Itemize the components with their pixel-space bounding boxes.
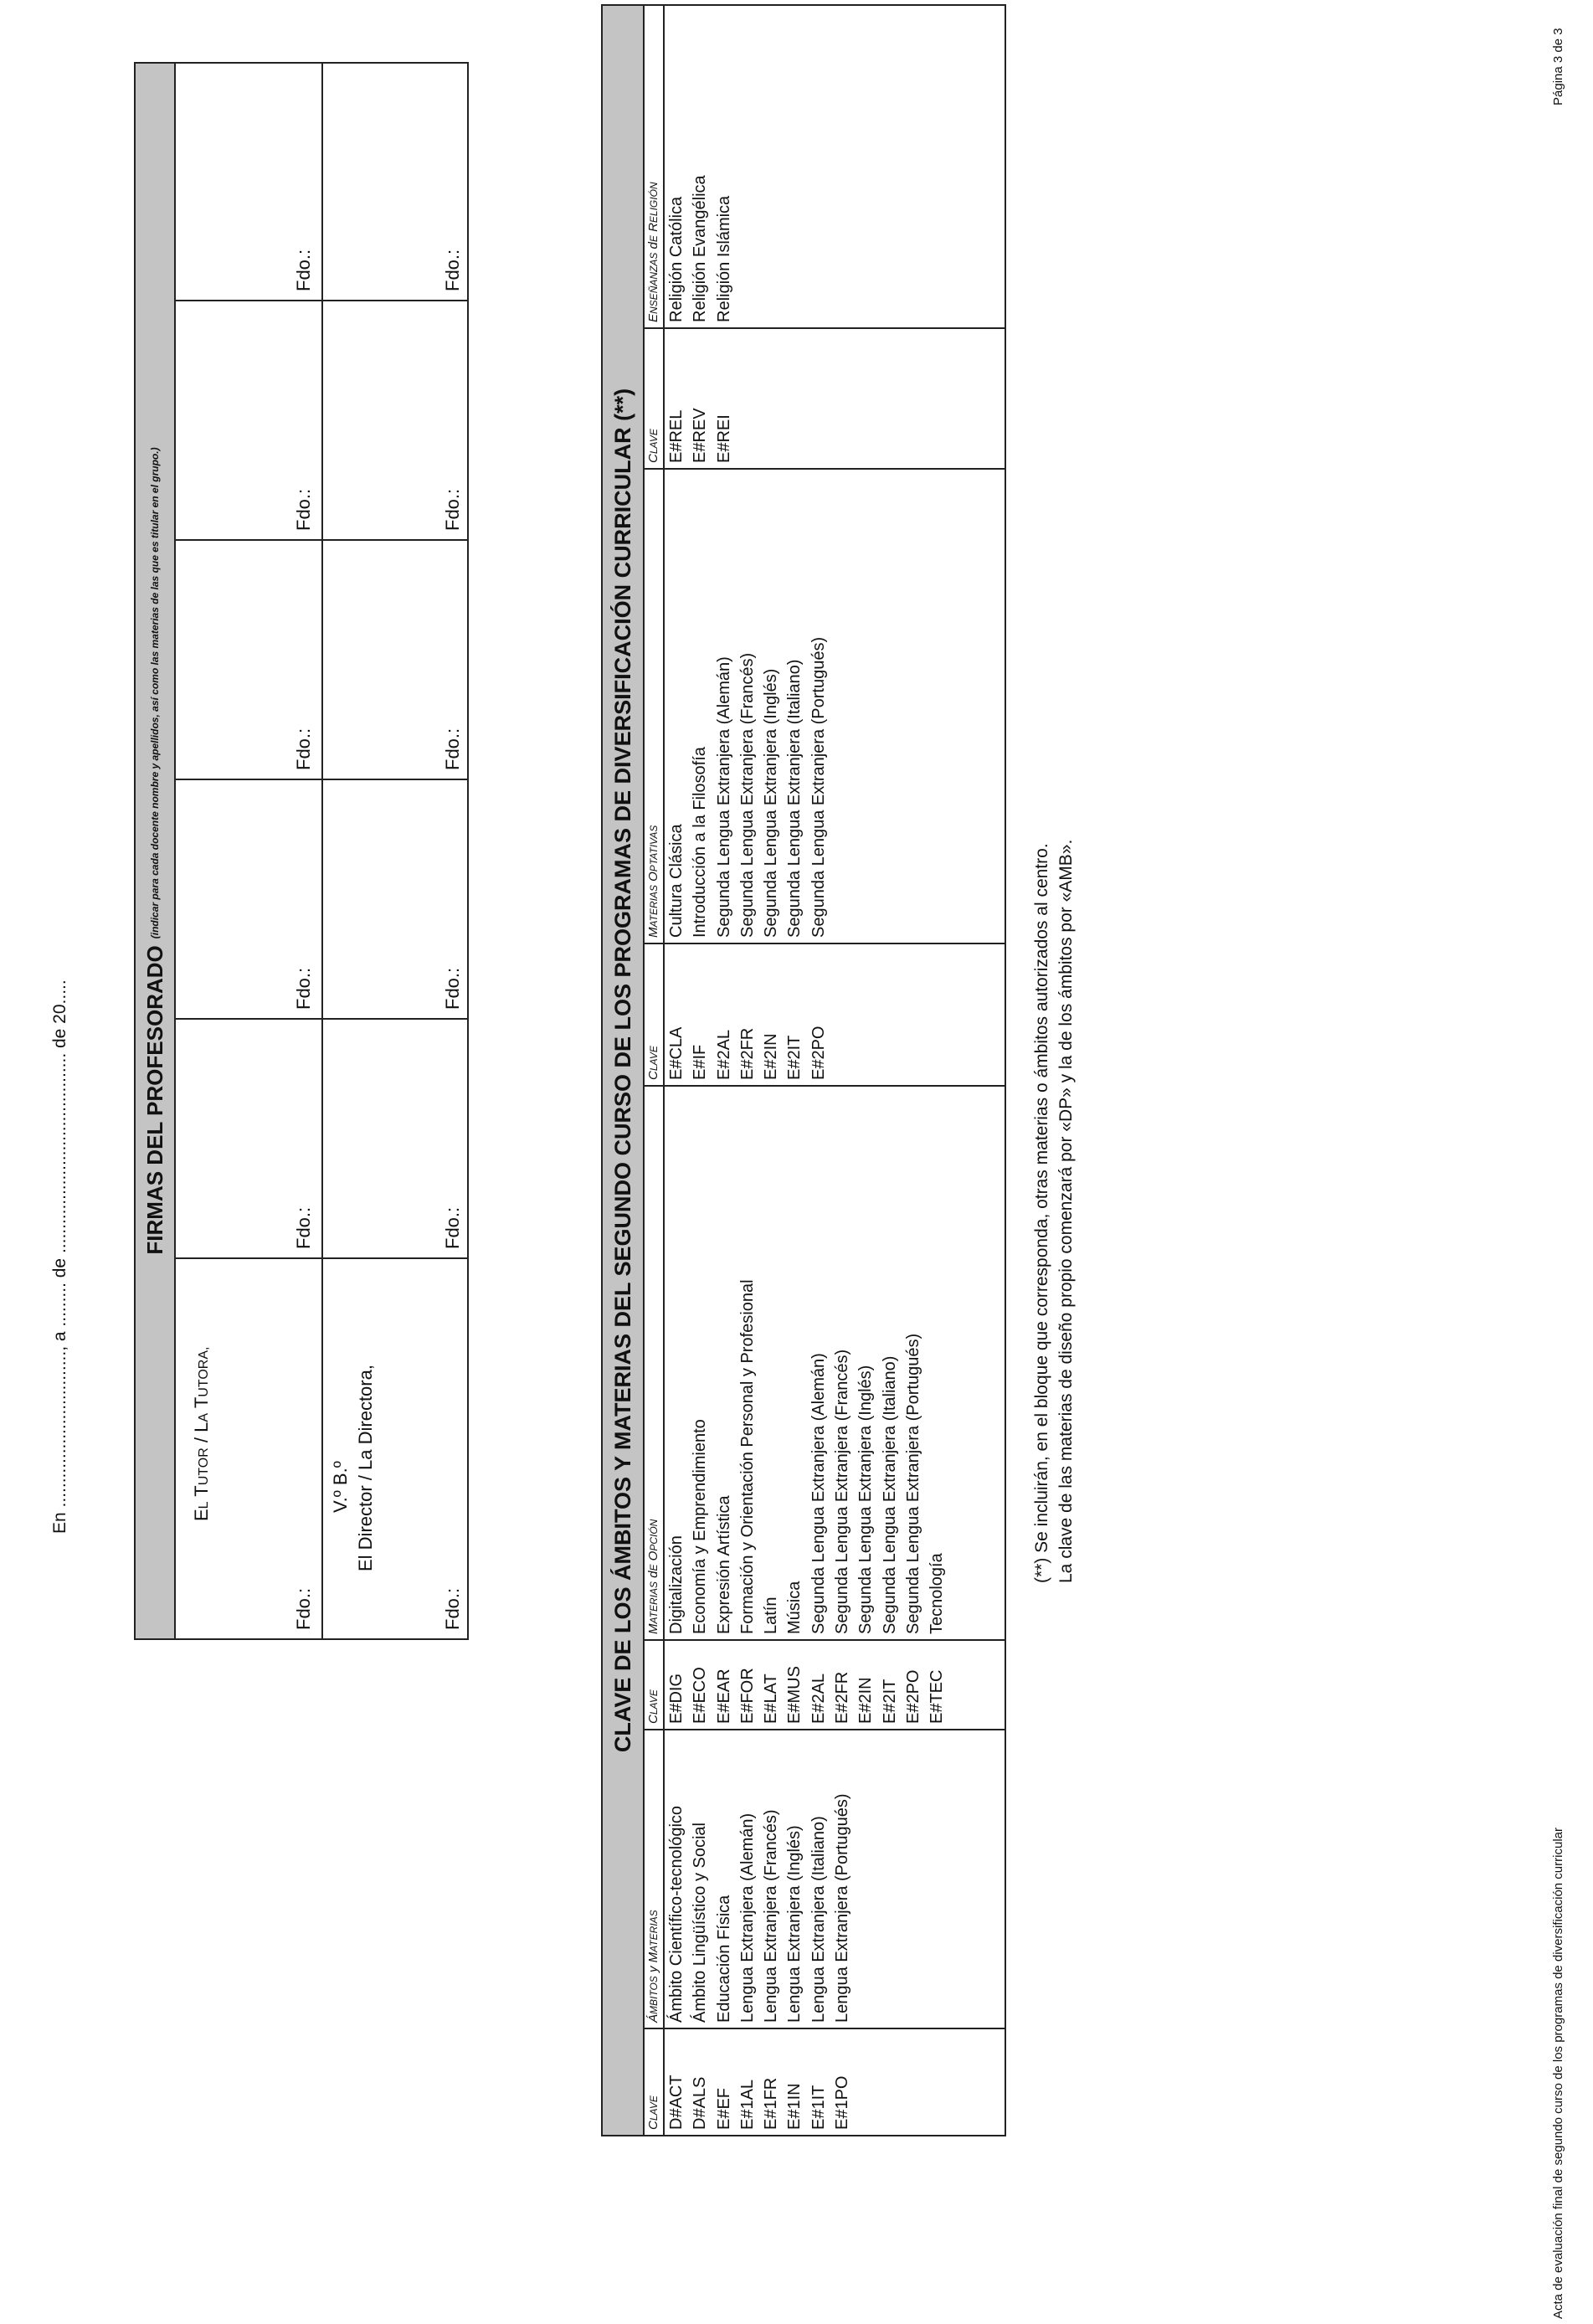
list-item: Lengua Extranjera (Inglés) <box>785 1825 804 2023</box>
col-header: CLAVE <box>645 329 665 468</box>
firmas-col-5 <box>174 64 467 300</box>
firmas-note: (indicar para cada docente nombre y apellidos, así como las materias de las que es titular en el grupo.) <box>149 447 161 939</box>
list-item: Religión Islámica <box>714 195 733 322</box>
col-header: CLAVE <box>645 1641 665 1729</box>
vb-label: V.º B.º <box>330 1461 351 1513</box>
list-item: Economía y Emprendimiento <box>691 1419 710 1634</box>
list-item: E#2AL <box>714 1029 733 1080</box>
footnotes <box>1030 840 1078 1583</box>
list-item: Segunda Lengua Extranjera (Inglés) <box>856 1365 876 1634</box>
director-label: El Director / La Directora, <box>355 1365 376 1571</box>
list-item: Ámbito Científico-tecnológico <box>667 1805 686 2023</box>
footnote-line: La clave de las materias de diseño propio comenzará por «DP» y la de los ámbitos por «AMB». <box>1056 839 1076 1583</box>
firmas-col-tutor-director <box>174 1257 467 1638</box>
list-item: Digitalización <box>667 1535 686 1634</box>
list-item: E#FOR <box>737 1668 757 1724</box>
ambitos-clave-col <box>643 2028 1005 2135</box>
fdo-signature: Fdo.: <box>293 249 314 291</box>
list-item: E#2IT <box>785 1035 804 1080</box>
list-item: E#1PO <box>833 2075 852 2130</box>
fdo-tutor: Fdo.: <box>293 1587 314 1630</box>
col-header: MATERIAS dE OPCIÓN <box>645 1087 665 1639</box>
list-item: E#1IT <box>809 2085 828 2130</box>
tutor-label: EL TUTOR / LA TUTORA, <box>191 1346 212 1521</box>
list-item: Música <box>785 1581 804 1634</box>
fdo-signature: Fdo.: <box>293 728 314 770</box>
list-item: E#2IN <box>762 1033 781 1080</box>
place-date-line: En ................................, a ......... de ......................................... de 20..... <box>50 979 69 1534</box>
list-item: D#ACT <box>667 2075 686 2130</box>
fdo-signature: Fdo.: <box>293 1206 314 1249</box>
list-item: Segunda Lengua Extranjera (Francés) <box>737 652 757 938</box>
list-item: Cultura Clásica <box>667 824 686 938</box>
fdo-signature: Fdo.: <box>442 967 463 1010</box>
list-item: E#CLA <box>667 1026 686 1080</box>
firmas-table <box>134 62 469 1640</box>
fdo-signature: Fdo.: <box>442 728 463 770</box>
list-item: E#IF <box>691 1044 710 1080</box>
list-item: Expresión Artística <box>714 1495 733 1634</box>
list-item: D#ALS <box>691 2076 710 2130</box>
list-item: E#2IN <box>856 1677 876 1724</box>
col-header: CLAVE <box>645 944 665 1085</box>
list-item: Introducción a la Filosofía <box>691 747 710 938</box>
religion-nombre-col <box>643 6 1005 327</box>
list-item: Lengua Extranjera (Alemán) <box>737 1812 757 2023</box>
list-item: Segunda Lengua Extranjera (Italiano) <box>880 1355 899 1634</box>
list-item: E#1AL <box>737 2079 757 2130</box>
firmas-col-4 <box>174 300 467 539</box>
footnote-line: (**) Se incluirán, en el bloque que corresponda, otras materias o ámbitos autorizados al centro. <box>1032 843 1051 1583</box>
col-header: ÁMBITOS y MATERIAS <box>645 1730 665 2028</box>
opcion-nombre-col <box>643 1085 1005 1639</box>
fdo-signature: Fdo.: <box>442 249 463 291</box>
list-item: Lengua Extranjera (Italiano) <box>809 1816 828 2023</box>
firmas-col-1 <box>174 1018 467 1257</box>
ambitos-nombre-col <box>643 1729 1005 2028</box>
list-item: Lengua Extranjera (Portugués) <box>833 1793 852 2023</box>
firmas-col-3 <box>174 539 467 779</box>
list-item: Tecnología <box>928 1553 947 1634</box>
optativas-nombre-col <box>643 468 1005 943</box>
list-item: E#2AL <box>809 1673 828 1724</box>
list-item: Religión Evangélica <box>691 175 710 322</box>
list-item: E#REV <box>691 408 710 463</box>
firmas-title: FIRMAS DEL PROFESORADO <box>141 945 167 1255</box>
list-item: Segunda Lengua Extranjera (Italiano) <box>785 659 804 938</box>
fdo-signature: Fdo.: <box>293 967 314 1010</box>
list-item: E#2PO <box>809 1026 828 1080</box>
list-item: E#1IN <box>785 2083 804 2130</box>
list-item: E#DIG <box>667 1673 686 1724</box>
list-item: Educación Física <box>714 1895 733 2023</box>
list-item: Segunda Lengua Extranjera (Portugués) <box>809 636 828 938</box>
list-item: Segunda Lengua Extranjera (Inglés) <box>762 668 781 938</box>
list-item: Lengua Extranjera (Francés) <box>762 1809 781 2023</box>
list-item: E#EF <box>714 2087 733 2130</box>
list-item: E#REL <box>667 409 686 463</box>
clave-table <box>601 4 1006 2136</box>
col-header: CLAVE <box>645 2029 665 2135</box>
col-header: MATERIAS OPTATIVAS <box>645 470 665 943</box>
list-item: E#TEC <box>928 1669 947 1724</box>
optativas-clave-col <box>643 943 1005 1085</box>
list-item: E#ECO <box>691 1667 710 1724</box>
list-item: E#2IT <box>880 1679 899 1724</box>
document-footer: Acta de evaluación final de segundo curso de los programas de diversificación curricular <box>1551 1828 1565 2319</box>
religion-clave-col <box>643 327 1005 468</box>
list-item: E#2PO <box>903 1669 922 1724</box>
list-item: Segunda Lengua Extranjera (Portugués) <box>903 1333 922 1634</box>
list-item: Formación y Orientación Personal y Profesional <box>737 1279 757 1634</box>
list-item: E#2FR <box>737 1027 757 1080</box>
list-item: Ámbito Lingüístico y Social <box>691 1822 710 2023</box>
list-item: E#1FR <box>762 2077 781 2130</box>
page-number: Página 3 de 3 <box>1551 28 1565 105</box>
opcion-clave-col <box>643 1639 1005 1729</box>
list-item: Religión Católica <box>667 196 686 322</box>
list-item: E#2FR <box>833 1671 852 1724</box>
list-item: E#EAR <box>714 1668 733 1724</box>
list-item: E#REI <box>714 414 733 463</box>
firmas-header <box>136 64 176 1638</box>
fdo-signature: Fdo.: <box>442 488 463 531</box>
list-item: Segunda Lengua Extranjera (Alemán) <box>809 1353 828 1634</box>
col-header: ENSEÑANZAS dE RELIGIÓN <box>645 6 665 327</box>
fdo-signature: Fdo.: <box>293 488 314 531</box>
list-item: Segunda Lengua Extranjera (Francés) <box>833 1349 852 1634</box>
clave-title: CLAVE DE LOS ÁMBITOS Y MATERIAS DEL SEGUNDO CURSO DE LOS PROGRAMAS DE DIVERSIFICACIÓN CURRICULAR (**) <box>603 6 645 2135</box>
list-item: E#LAT <box>762 1674 781 1724</box>
firmas-col-2 <box>174 779 467 1018</box>
fdo-signature: Fdo.: <box>442 1206 463 1249</box>
fdo-director: Fdo.: <box>442 1587 463 1630</box>
list-item: Segunda Lengua Extranjera (Alemán) <box>714 656 733 938</box>
list-item: Latín <box>762 1596 781 1634</box>
list-item: E#MUS <box>785 1666 804 1724</box>
